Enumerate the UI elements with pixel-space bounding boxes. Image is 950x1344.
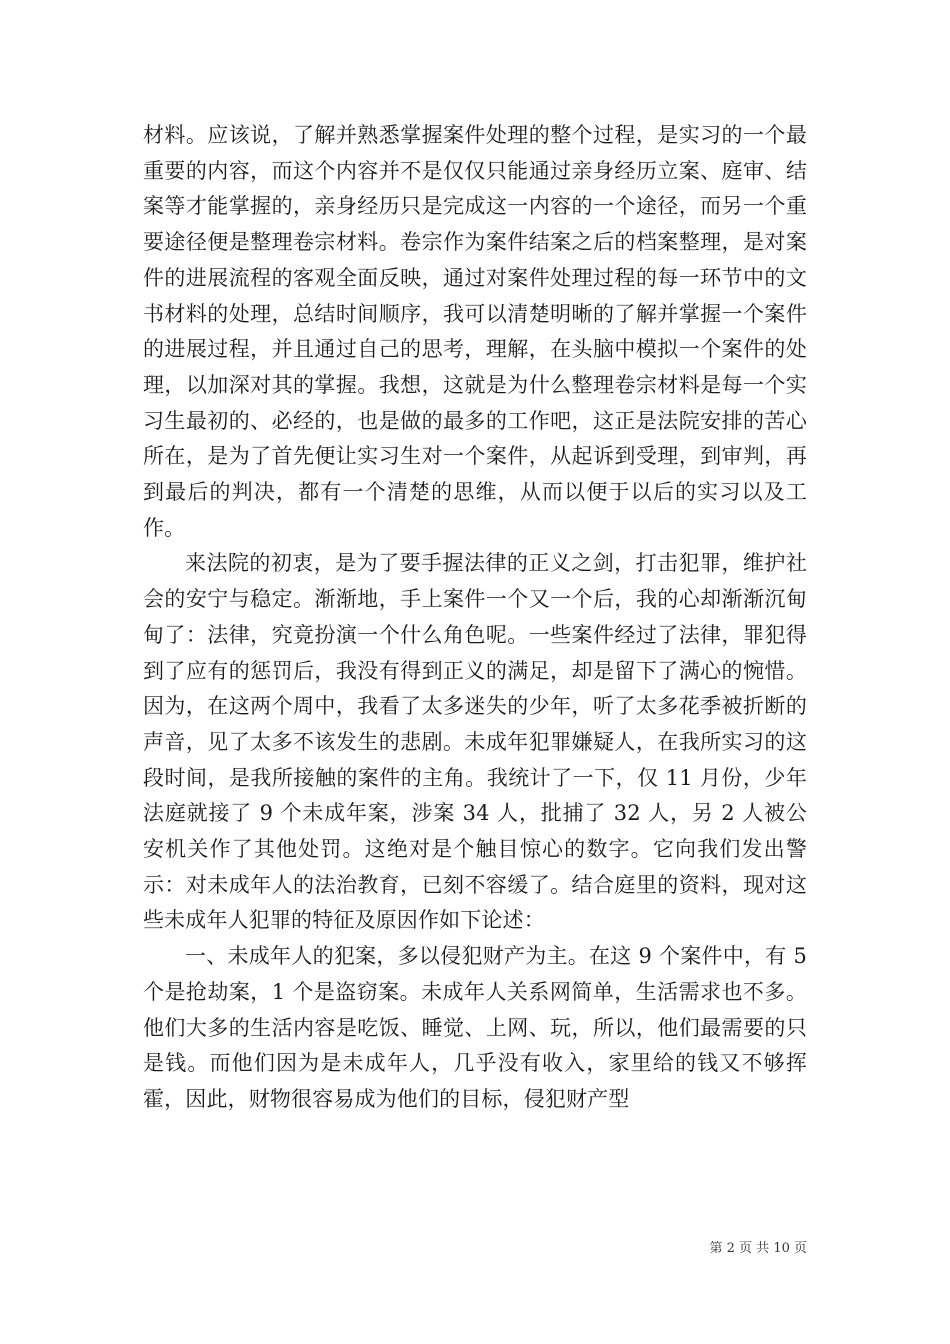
paragraph-3: 一、未成年人的犯案，多以侵犯财产为主。在这 9 个案件中，有 5 个是抢劫案，1 个是盗窃案。未成年人关系网简单，生活需求也不多。他们大多的生活内容是吃饭、睡觉、上网、玩，所以，他们最需要的只是钱。而他们因为是未成年人，几乎没有收入，家里给的钱又不够挥霍，因此，财物很容易成为他们的目标，侵犯财产型 (143, 944, 807, 1111)
page-footer: 第 2 页 共 10 页 (709, 1241, 807, 1256)
paragraph-2: 来法院的初衷，是为了要手握法律的正义之剑，打击犯罪，维护社会的安宁与稳定。渐渐地，手上案件一个又一个后，我的心却渐渐沉甸甸了：法律，究竟扮演一个什么角色呢。一些案件经过了法律，罪犯得到了应有的惩罚后，我没有得到正义的满足，却是留下了满心的惋惜。因为，在这两个周中，我看了太多迷失的少年，听了太多花季被折断的声音，见了太多不该发生的悲剧。未成年犯罪嫌疑人，在我所实习的这段时间，是我所接触的案件的主角。我统计了一下，仅 11 月份，少年法庭就接了 9 个未成年案，涉案 34 人，批捕了 32 人，另 2 人被公安机关作了其他处罚。这绝对是个触目惊心的数字。它向我们发出警示：对未成年人的法治教育，已刻不容缓了。结合庭里的资料，现对这些未成年人犯罪的特征及原因作如下论述： (143, 551, 807, 933)
paragraph-1: 材料。应该说，了解并熟悉掌握案件处理的整个过程，是实习的一个最重要的内容，而这个内容并不是仅仅只能通过亲身经历立案、庭审、结案等才能掌握的，亲身经历只是完成这一内容的一个途径，而另一个重要途径便是整理卷宗材料。卷宗作为案件结案之后的档案整理，是对案件的进展流程的客观全面反映，通过对案件处理过程的每一环节中的文书材料的处理，总结时间顺序，我可以清楚明晰的了解并掌握一个案件的进展过程，并且通过自己的思考，理解，在头脑中模拟一个案件的处理，以加深对其的掌握。我想，这就是为什么整理卷宗材料是每一个实习生最初的、必经的，也是做的最多的工作吧，这正是法院安排的苦心所在，是为了首先便让实习生对一个案件，从起诉到受理，到审判，再到最后的判决，都有一个清楚的思维，从而以便于以后的实习以及工作。 (143, 123, 807, 540)
body-text (143, 118, 807, 1118)
